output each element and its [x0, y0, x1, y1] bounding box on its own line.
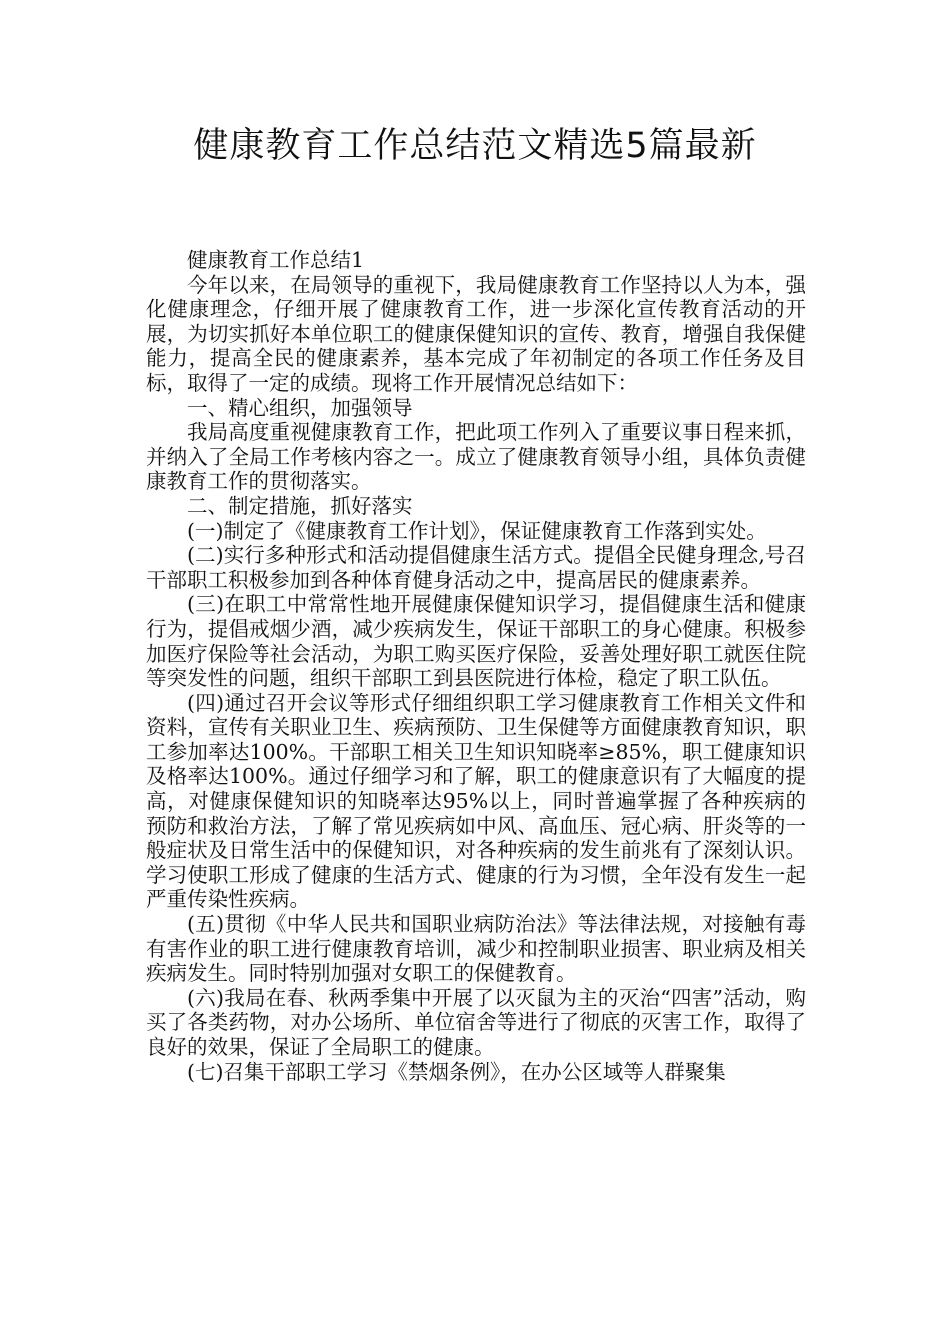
body-paragraph: 我局高度重视健康教育工作，把此项工作列入了重要议事日程来抓，并纳入了全局工作考核内容之一。成立了健康教育领导小组，具体负责健康教育工作的贯彻落实。	[146, 420, 806, 494]
section-heading: 健康教育工作总结1	[187, 248, 365, 272]
document-body	[146, 248, 806, 1084]
body-paragraph: (六)我局在春、秋两季集中开展了以灭鼠为主的灭治“四害”活动，购买了各类药物，对办公场所、单位宿舍等进行了彻底的灭害工作，取得了良好的效果，保证了全局职工的健康。	[146, 985, 806, 1059]
body-paragraph: (二)实行多种形式和活动提倡健康生活方式。提倡全民健身理念,号召干部职工积极参加到各种体育健身活动之中，提高居民的健康素养。	[146, 543, 806, 592]
body-paragraph: (三)在职工中常常性地开展健康保健知识学习，提倡健康生活和健康行为，提倡戒烟少酒，减少疾病发生，保证干部职工的身心健康。积极参加医疗保险等社会活动，为职工购买医疗保险，妥善处理好职工就医住院等突发性的问题，组织干部职工到县医院进行体检，稳定了职工队伍。	[146, 592, 806, 691]
body-paragraph: (四)通过召开会议等形式仔细组织职工学习健康教育工作相关文件和资料，宣传有关职业卫生、疾病预防、卫生保健等方面健康教育知识，职工参加率达100%。干部职工相关卫生知识知晓率≥85%，职工健康知识及格率达100%。通过仔细学习和了解，职工的健康意识有了大幅度的提高，对健康保健知识的知晓率达95%以上，同时普遍掌握了各种疾病的预防和救治方法，了解了常见疾病如中风、高血压、冠心病、肝炎等的一般症状及日常生活中的保健知识，对各种疾病的发生前兆有了深刻认识。学习使职工形成了健康的生活方式、健康的行为习惯，全年没有发生一起严重传染性疾病。	[146, 690, 806, 912]
document-title: 健康教育工作总结范文精选5篇最新	[193, 126, 757, 166]
section-heading: 一、精心组织，加强领导	[187, 395, 413, 420]
body-paragraph: (一)制定了《健康教育工作计划》，保证健康教育工作落到实处。	[187, 518, 767, 543]
body-paragraph: (五)贯彻《中华人民共和国职业病防治法》等法律法规，对接触有毒有害作业的职工进行健康教育培训，减少和控制职业损害、职业病及相关疾病发生。同时特别加强对女职工的保健教育。	[146, 912, 806, 986]
body-paragraph: (七)召集干部职工学习《禁烟条例》，在办公区域等人群聚集	[187, 1059, 726, 1084]
body-paragraph: 今年以来，在局领导的重视下，我局健康教育工作坚持以人为本，强化健康理念，仔细开展了健康教育工作，进一步深化宣传教育活动的开展，为切实抓好本单位职工的健康保健知识的宣传、教育，增强自我保健能力，提高全民的健康素养，基本完成了年初制定的各项工作任务及目标，取得了一定的成绩。现将工作开展情况总结如下：	[146, 272, 806, 395]
section-heading: 二、制定措施，抓好落实	[187, 493, 413, 518]
